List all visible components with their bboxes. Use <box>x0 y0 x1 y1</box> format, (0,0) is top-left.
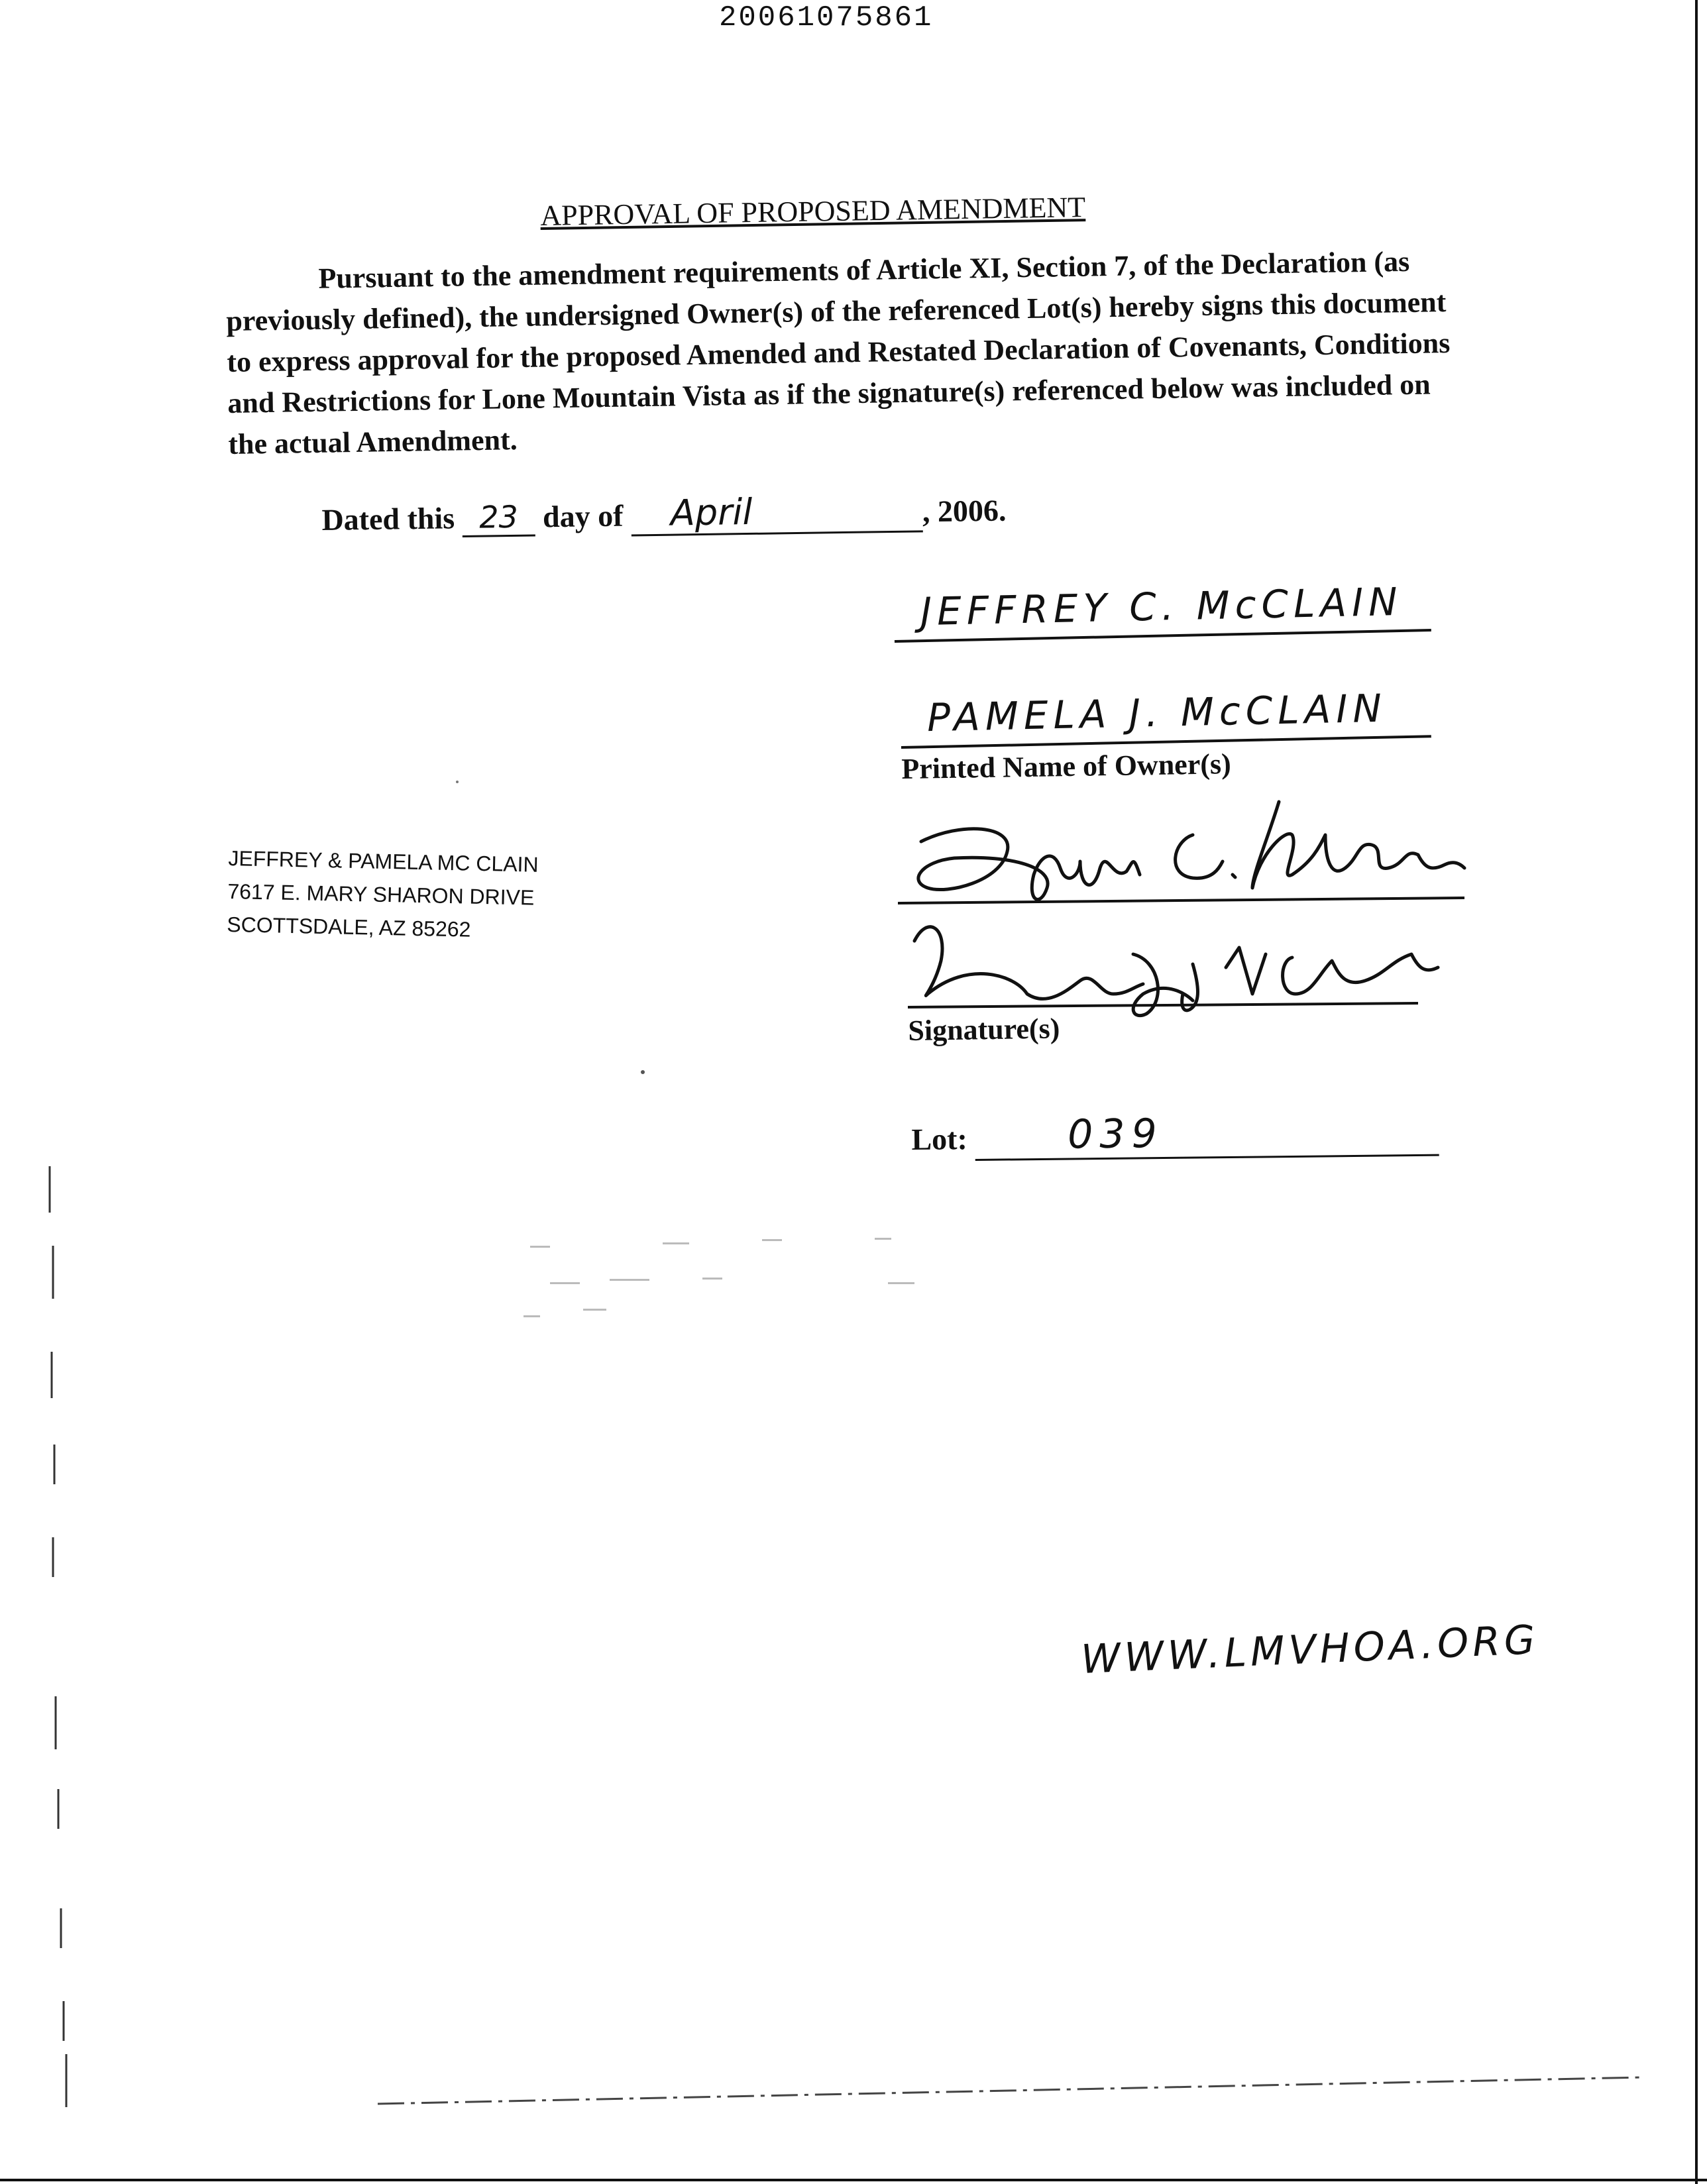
document-number: 20061075861 <box>719 1 934 34</box>
body-paragraph: Pursuant to the amendment requirements of Article XI, Section 7, of the Declaration (as previously defined), the undersigned Owner(s) of the referenced Lot(s) hereby signs this document to express approval for the proposed Amended and Restated Declaration of Covenants, Conditions and Restrictions for Lone Mountain Vista as if the signature(s) referenced below was included on the actual Amendment. <box>226 245 1451 461</box>
dated-prefix: Dated this <box>321 501 455 537</box>
handwritten-website: WWW.LMVHOA.ORG <box>1080 1616 1540 1683</box>
address-line-3: SCOTTSDALE, AZ 85262 <box>227 912 471 942</box>
signature-label: Signature(s) <box>908 1012 1060 1047</box>
printed-name-label: Printed Name of Owner(s) <box>901 747 1232 785</box>
lot-label: Lot: <box>911 1122 968 1156</box>
printed-name-owner-1: JEFFREY C. McCLAIN <box>893 578 1431 643</box>
dated-month-handwritten: April <box>630 488 922 536</box>
dated-middle: day of <box>542 498 624 534</box>
lot-value-handwritten: 039 <box>975 1108 1439 1161</box>
address-line-1: JEFFREY & PAMELA MC CLAIN <box>228 846 539 877</box>
address-line-2: 7617 E. MARY SHARON DRIVE <box>227 879 535 910</box>
printed-name-owner-2: PAMELA J. McCLAIN <box>900 684 1431 749</box>
dated-suffix: , 2006. <box>922 493 1007 529</box>
document-title: APPROVAL OF PROPOSED AMENDMENT <box>540 191 1086 232</box>
dated-day-handwritten: 23 <box>462 499 535 538</box>
